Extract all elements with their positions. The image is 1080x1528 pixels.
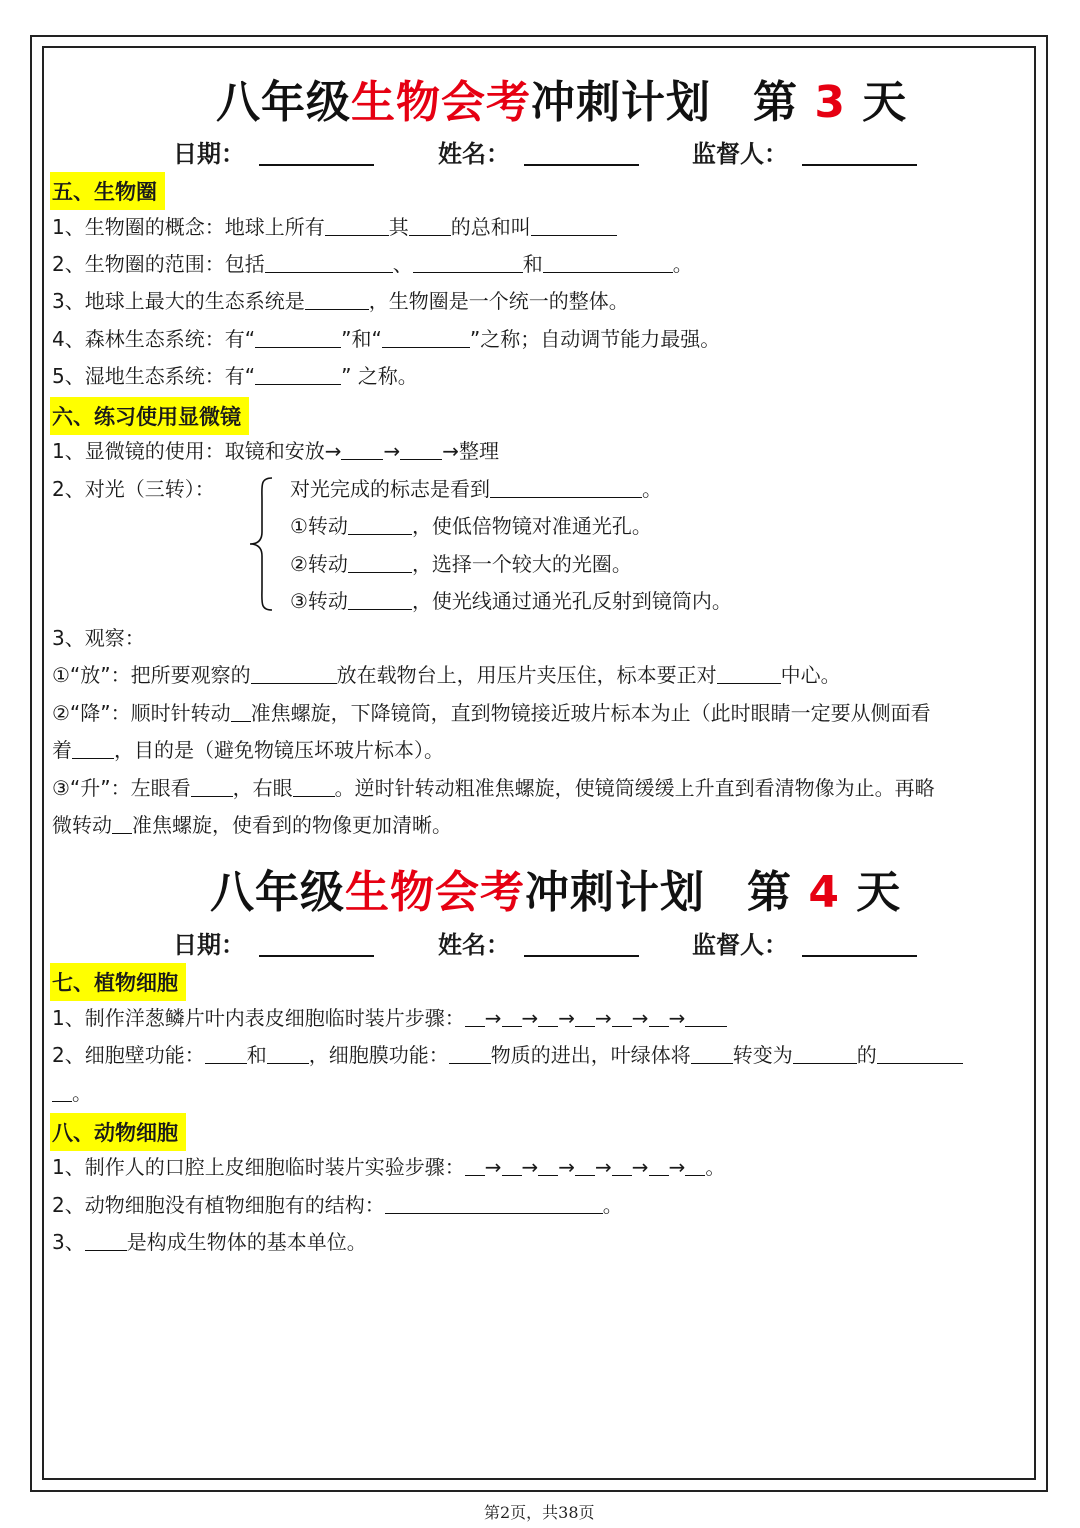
sec8-line-3: 3、 是构成生物体的基本单位。 bbox=[52, 1230, 367, 1254]
day4-name-field[interactable]: 姓名： bbox=[438, 925, 639, 960]
page-footer: 第2页，共38页 bbox=[484, 1503, 595, 1522]
sec6-line-2: 2、对光（三转）： bbox=[52, 477, 215, 501]
turn-3-line: ③转动 ，使光线通过通光孔反射到镜筒内。 bbox=[290, 589, 732, 613]
section-6-heading: 六、练习使用显微镜 bbox=[50, 397, 249, 435]
sec7-line-2-cont: 。 bbox=[52, 1080, 92, 1106]
observe-lower-line: ②“降”：顺时针转动 准焦螺旋，下降镜筒，直到物镜接近玻片标本为止（此时眼睛一定要从侧面看 bbox=[52, 701, 931, 725]
sec5-line-1: 1、生物圈的概念：地球上所有 其 的总和叫 bbox=[52, 214, 617, 240]
observe-raise-line-2: 微转动 准焦螺旋，使看到的物像更加清晰。 bbox=[52, 813, 452, 837]
observe-put-line: ①“放”：把所要观察的 放在载物台上，用压片夹压住，标本要正对 中心。 bbox=[52, 663, 841, 687]
day3-supervisor-field[interactable]: 监督人： bbox=[692, 134, 917, 169]
sec6-line-3: 3、观察： bbox=[52, 626, 145, 650]
section-7-heading: 七、植物细胞 bbox=[50, 963, 186, 1001]
sec8-line-1: 1、制作人的口腔上皮细胞临时装片实验步骤： → → → → → → 。 bbox=[52, 1155, 726, 1179]
day3-date-field[interactable]: 日期： bbox=[173, 134, 374, 169]
curly-brace-icon bbox=[246, 476, 276, 612]
sec5-line-2: 2、生物圈的范围：包括 、 和 。 bbox=[52, 252, 693, 276]
turn-2-line: ②转动 ，选择一个较大的光圈。 bbox=[290, 552, 632, 576]
day3-title: 八年级生物会考冲刺计划 第 3 天 bbox=[216, 77, 908, 128]
day4-supervisor-field[interactable]: 监督人： bbox=[692, 925, 917, 960]
observe-raise-line: ③“升”：左眼看 ，右眼 。逆时针转动粗准焦螺旋，使镜筒缓缓上升直到看清物像为止。再略 bbox=[52, 776, 935, 800]
light-sign-line: 对光完成的标志是看到 。 bbox=[290, 477, 662, 501]
sec5-line-4: 4、森林生态系统：有“ ”和“ ”之称；自动调节能力最强。 bbox=[52, 327, 721, 351]
section-5-heading: 五、生物圈 bbox=[50, 172, 165, 210]
sec8-line-2: 2、动物细胞没有植物细胞有的结构： 。 bbox=[52, 1193, 623, 1217]
day4-title: 八年级生物会考冲刺计划 第 4 天 bbox=[210, 867, 902, 918]
sec5-line-3: 3、地球上最大的生态系统是 ，生物圈是一个统一的整体。 bbox=[52, 289, 629, 313]
sec7-line-1: 1、制作洋葱鳞片叶内表皮细胞临时装片步骤： → → → → → → bbox=[52, 1005, 727, 1031]
day4-date-field[interactable]: 日期： bbox=[173, 925, 374, 960]
observe-lower-line-2: 着 ，目的是（避免物镜压坏玻片标本）。 bbox=[52, 738, 444, 762]
turn-1-line: ①转动 ，使低倍物镜对准通光孔。 bbox=[290, 514, 652, 538]
sec7-line-2: 2、细胞壁功能： 和 ，细胞膜功能： 物质的进出，叶绿体将 转变为 的 bbox=[52, 1042, 963, 1068]
day3-name-field[interactable]: 姓名： bbox=[438, 134, 639, 169]
sec5-line-5: 5、湿地生态系统：有“ ” 之称。 bbox=[52, 364, 418, 388]
section-8-heading: 八、动物细胞 bbox=[50, 1113, 186, 1151]
sec6-line-1: 1、显微镜的使用：取镜和安放→ → →整理 bbox=[52, 439, 500, 463]
